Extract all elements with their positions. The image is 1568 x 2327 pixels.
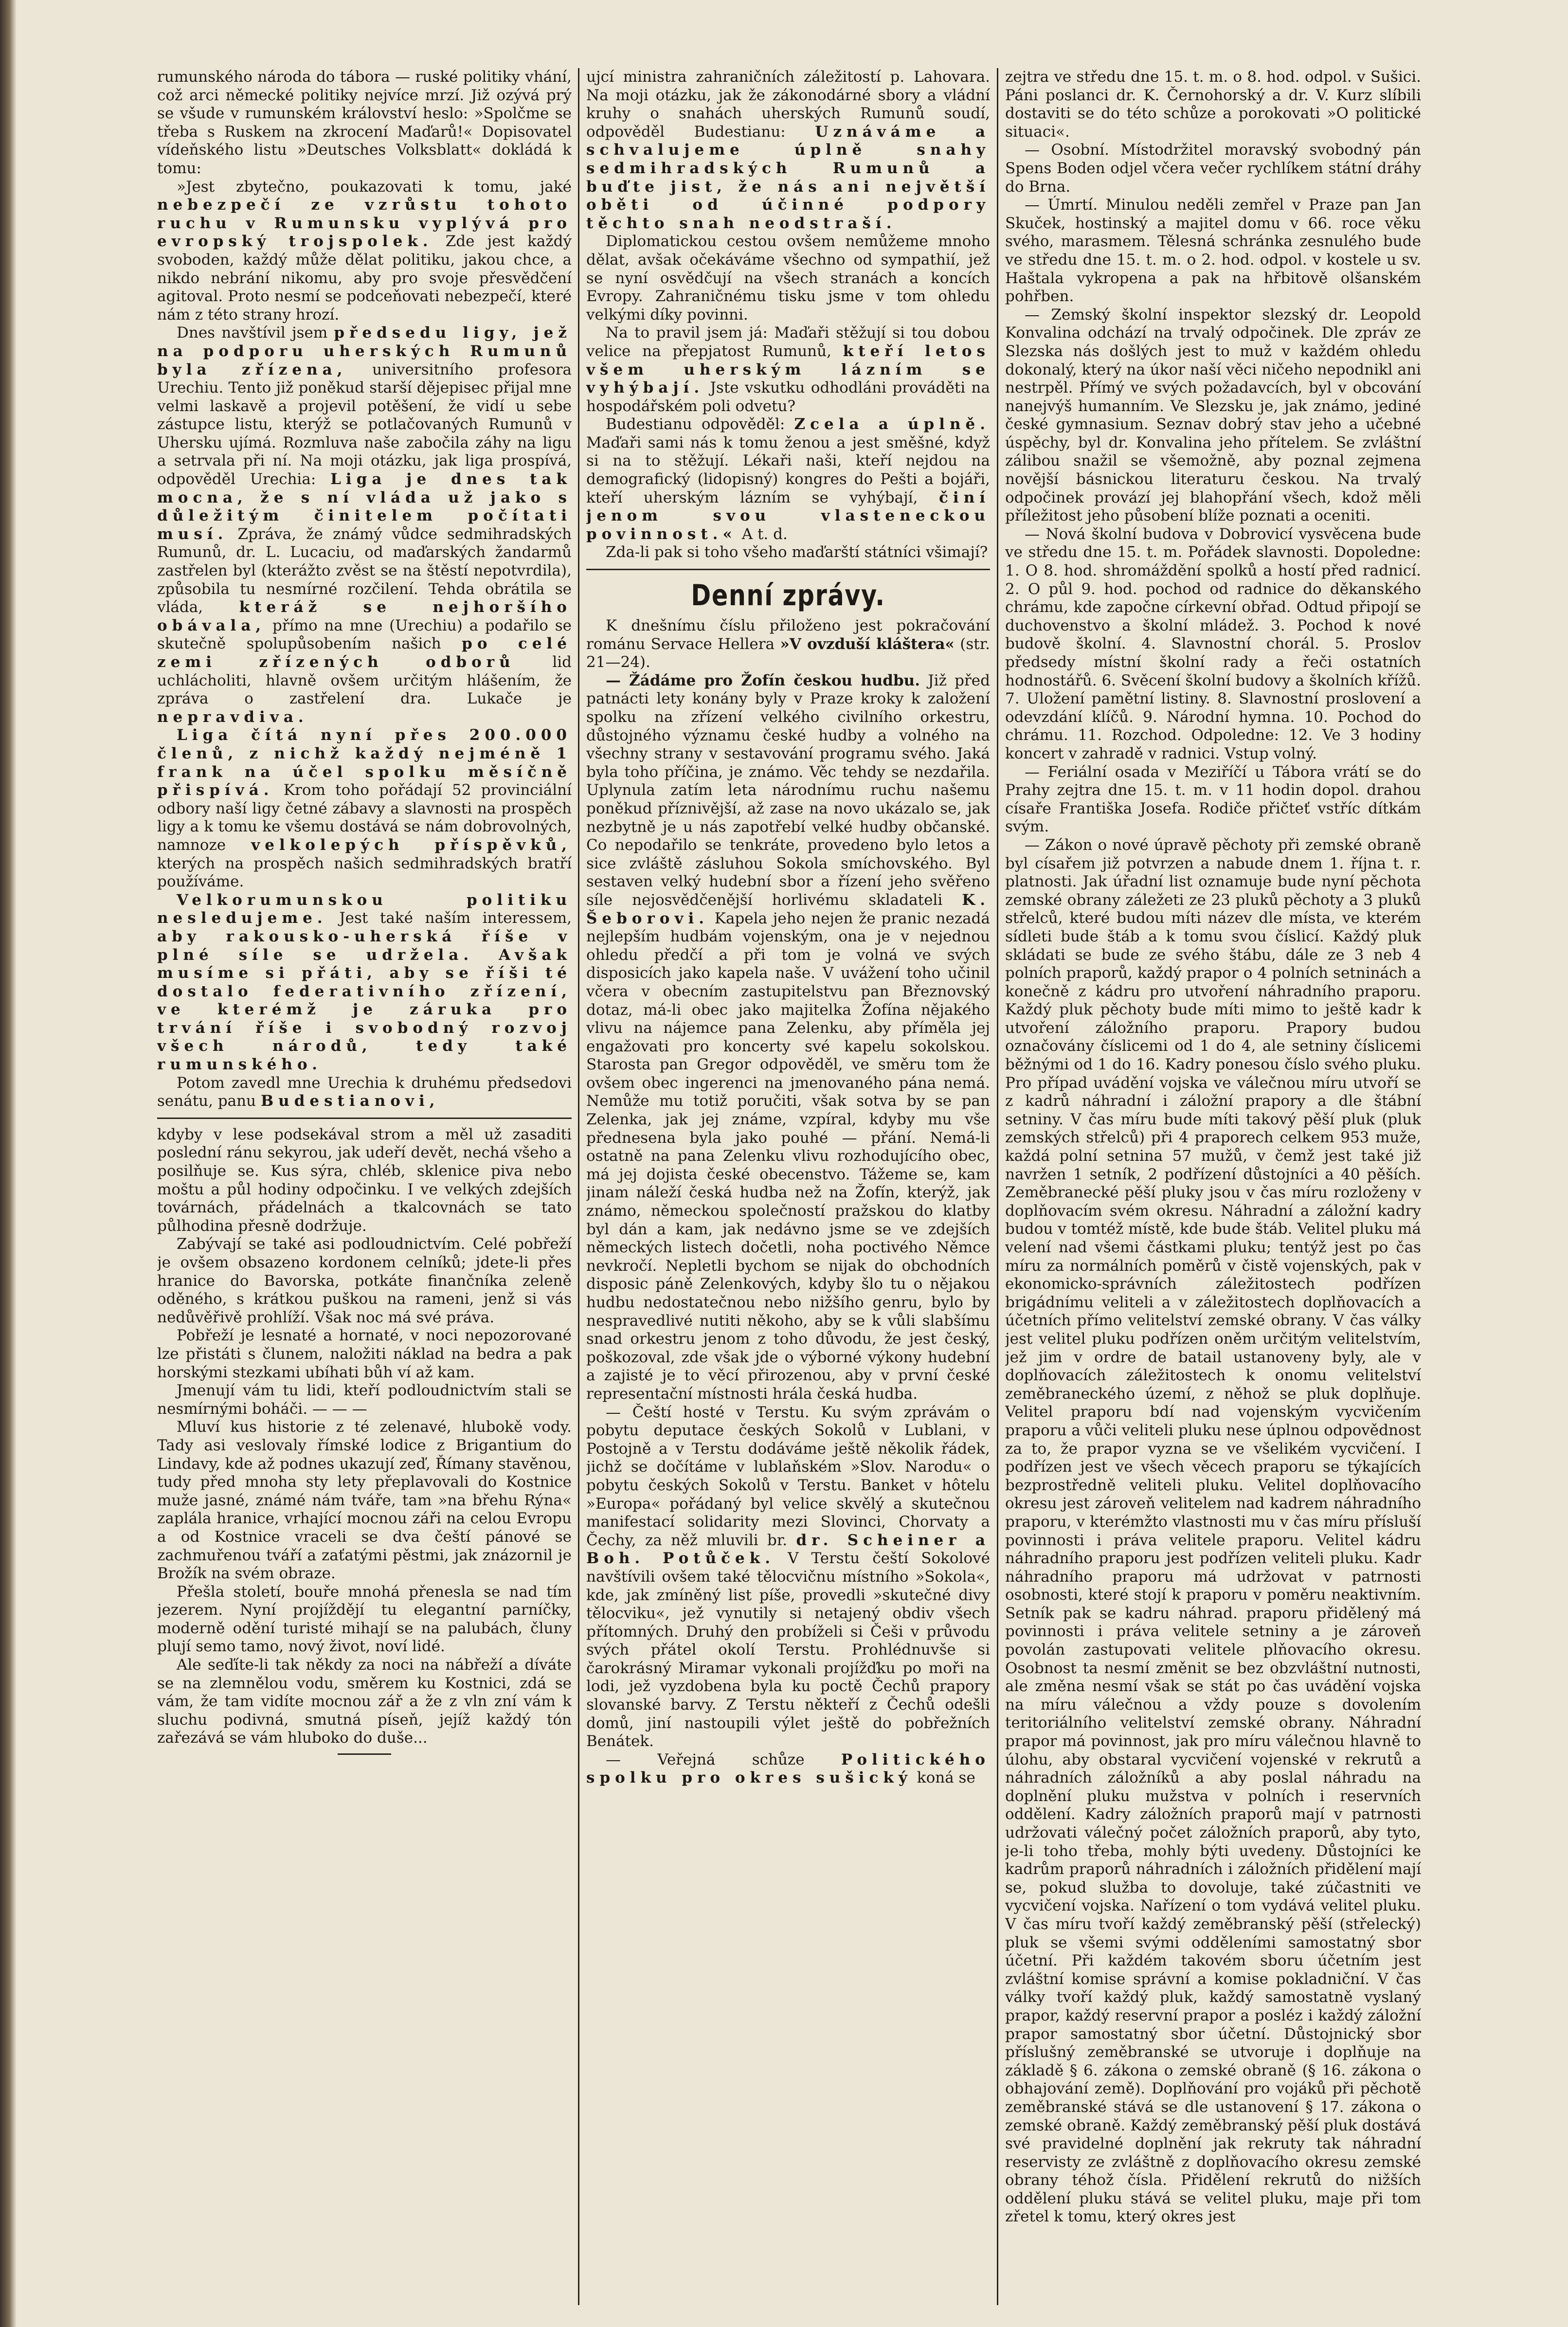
column-rule	[997, 68, 998, 2305]
text: koná se	[917, 1769, 975, 1787]
end-mark	[338, 1753, 391, 1755]
text: (str. 21—24).	[586, 635, 990, 671]
paragraph	[586, 68, 990, 233]
paragraph	[1005, 306, 1421, 525]
spaced-emphasis: Liga čítá nyní přes 200.000 členů, z nichž každý nejméně 1 frank na účel spolku měsíčně přispívá.	[157, 726, 572, 799]
paragraph	[157, 1074, 572, 1111]
text: — Čeští hosté v Terstu. Ku svým zprávám o pobytu deputace českých Sokolů v Lublani, v Postojně a v Terstu dodáváme ještě několik řádek, jichž se dočítáme v lublaňském »Slov. Narodu« o pobytu českých Sokolů v Terstu. Banket v hôtelu »Europa« pořádaný byl velice skvělý a skutečnou manifestací solidarity mezi Slovinci, Chorvaty a Čechy, za něž mluvili br.	[586, 1403, 990, 1549]
text: Na to pravil jsem já: Maďaři stěžují si tou dobou velice na přepjatost Rumunů,	[586, 324, 990, 360]
column-2	[586, 68, 990, 2305]
paragraph	[586, 617, 990, 672]
text: universitního profesora Urechiu. Tento již poněkud starší dějepisec přijal mne velmi laskavě a projevil potěšení, že vidí u sebe zástupce listu, kterýž se potlačovaných Rumunů v Uhersku ujímá. Rozmluva naše zabočila záhy na ligu a setrvala při ní. Na moji otázku, jak liga prospívá, odpověděl Urechia:	[157, 361, 572, 488]
paragraph	[157, 1235, 572, 1327]
text: — Feriální osada v Meziříčí u Tábora vrátí se do Prahy zejtra dne 15. t. m. v 11 hodin dopol. drahou císaře Františka Josefa. Rodiče přičteť vstříc dítkám svým.	[1005, 763, 1421, 836]
spaced-emphasis: kteráž se nejhoršího obávala,	[157, 598, 572, 634]
paragraph	[1005, 196, 1421, 306]
text: Kapela jeho nejen že pranic nezadá nejlepším hudbám vojenským, ona je v nejednou ohledu předčí a při tom je volná ve svých disposicích jako kapela naše. V uvážení toho učinil včera v obecním zastupitelstvu pan Březnovský dotaz, má-li obec jako majitelka Žofína nějakého vlivu na nájemce pana Zelenku, aby příměla jej engažovati pro koncerty své kapelu sokolskou. Starosta pan Gregor odpověděl, ve směru tom že ovšem obec ingerenci na jmenovaného pána nemá. Nemůže mu totiž poručiti, však sotva by se pan Zelenka, jak jej známe, vzpíral, kdyby mu vše přednesena byla jako pouhé — přání. Nemá-li ostatně na pana Zelenku vlivu rozhodujícího obec, má jej dojista české obecenstvo. Tážeme se, kam jinam náleží česká hudba než na Žofín, kterýž, jak známo, německou společností pražskou do klatby byl dán a kam, jak nedávno jsme se ve zdejších německých listech dočetli, noha poctivého Němce nevkročí. Nepletli bychom se nijak do obchodních disposic páně Zelenkových, kdyby šlo tu o nějakou hudbu nedostatečnou nebo nižšího genru, bylo by nespravedlivé nutiti někoho, aby se k vůli slabšímu snad orkestru jenom z toho důvodu, že jest český, poškozoval, zde však jde o výborné výkony hudební a zajisté je to věcí přirozenou, aby v první české representační místnosti hrála česká hudba.	[586, 909, 990, 1403]
text: — Zemský školní inspektor slezský dr. Leopold Konvalina odchází na trvalý odpočinek. Dle zpráv ze Slezska nás došlých jest to muž v každém ohledu dokonalý, který na úkor naší věci ničeho nepodnikl ani nestrpěl. Přímý ve svých požadavcích, byl v obcování nanejvýš humanním. Ve Slezsku je, jak známo, jediné české gymnasium. Seznav dobrý stav jeho a učebné úspěchy, byl dr. Konvalina jeho přítelem. Se zvláštní zálibou snažil se všemožně, aby poznal zejmena novější básnickou literaturu českou. Na trvalý odpočinek provází jej blahopřání všech, kdož měli příležitost jeho působení blíže poznati a oceniti.	[1005, 306, 1421, 525]
text: Ale seďíte-li tak někdy za noci na nábřeží a díváte se na zlemnělou vodu, směrem ku Kostnici, zdá se vám, že tam vidíte mocnou zář a že z vln zní vám k sluchu podivná, smutná píseň, jejíž každý tón zařezává se vám hluboko do duše...	[157, 1656, 572, 1747]
paragraph	[157, 1382, 572, 1418]
paragraph	[1005, 836, 1421, 2226]
news-item-heading: — Žádáme pro Žofín českou hudbu.	[606, 671, 920, 689]
spaced-emphasis: nepravdiva.	[157, 708, 308, 726]
paragraph	[157, 1126, 572, 1236]
spaced-emphasis: Politického spolku pro okres sušický	[586, 1750, 990, 1787]
text: — Nová školní budova v Dobrovicí vysvěcena bude ve středu dne 15. t. m. Pořádek slavnosti. Dopoledne: 1. O 8. hod. shromáždění spolků a hostí před radnicí. 2. O půl 9. hod. pochod od radnice do děkanského chrámu, kde započne církevní obřad. Odtud připojí se duchovenstvo a školní mládež. 3. Pochod k nové budově školní. 4. Slavnostní chorál. 5. Proslov předsedy místní školní rady a řeči ostatních hodnostářů. 6. Svěcení školní budovy a školních křížů. 7. Uložení pamětní listiny. 8. Slavnostní proslovení a odevzdání klíčů. 9. Národní hymna. 10. Pochod do chrámu. 11. Rozchod. Odpoledne: 12. Ve 3 hodiny koncert v zahradě v radnici. Vstup volný.	[1005, 525, 1421, 762]
text: Jmenují vám tu lidi, kteří podloudnictvím stali se nesmírnými boháči. — — —	[157, 1382, 572, 1418]
text: zejtra ve středu dne 15. t. m. o 8. hod. odpol. v Sušici. Páni poslanci dr. K. Černohorský a dr. V. Kurz slíbili dostaviti se do této schůze a porokovati »O politické situaci«.	[1005, 68, 1421, 141]
paragraph	[157, 1327, 572, 1382]
paragraph	[157, 68, 572, 178]
paragraph	[157, 891, 572, 1074]
text: Přešla století, bouře mnohá přenesla se nad tím jezerem. Nyní projíždějí tu elegantní parníčky, moderně odění turisté mihají se na palubách, čluny plují semo tamo, nový život, noví lidé.	[157, 1583, 572, 1656]
text: Budestianu odpověděl:	[606, 415, 785, 433]
paragraph	[1005, 68, 1421, 141]
paragraph	[586, 415, 990, 543]
spaced-emphasis: K. Šeborovi.	[586, 891, 990, 927]
text: Krom toho pořádají 52 provinciální odbory naší ligy četné zábavy a slavnosti na prospěch ligy a k tomu ke všemu dostává se nám dobrovolných, namnoze	[157, 781, 572, 854]
text: — Zákon o nové úpravě pěchoty při zemské obraně byl císařem již potvrzen a nabude dnem 1. října t. r. platnosti. Jak úřadní list oznamuje bude nyní pěchota zemské obrany záležeti ze 23 pluků pěchoty a 3 pluků střelců, které budou míti název dle místa, ve kterém sídleti bude štáb a k tomu svou číslicí. Každý pluk skládati se bude ze svého štábu, dále ze 3 neb 4 polních praporů, každý prapor o 4 polních setninách a konečně z kádru pro utvoření náhradního praporu. Každý pluk pěchoty bude míti mimo to ještě kadr k utvoření záložního praporu. Prapory budou označovány číslicemi od 1 do 4, ale setniny číslicemi běžnými od 1 do 16. Kadry ponesou číslo svého pluku. Pro případ uvádění vojska ve válečnou míru utvoří se z kadrů náhradní i záložní prapory a dle štábní setniny. V čas míru bude míti takový pěší pluk (pluk zemských střelců) při 4 praporech celkem 953 muže, každá polní setnina 57 mužů, v čemž jest také již navržen 1 setník, 2 podřízení důstojníci a 40 pěších. Zeměbranecké pěší pluky jsou v čas míru rozloženy v doplňovacím svém okresu. Náhradní a záložní kadry budou v tomtéž místě, kde bude štáb. Velitel pluku má velení nad všemi částkami pluku; tentýž jest po čas míru za normálních poměrů v čistě vojenských, pak v ekonomicko-správních záležitostech podřízen brigádnímu veliteli a v záležitostech doplňovacích a účetních přímo velitelství zemské obrany. V čas války jest velitel pluku podřízen oněm určitým velitelstvím, jež jim v ordre de batail ustanoveny byly, ale v doplňovacích záležitostech k onomu velitelství zeměbraneckého území, z něhož se pluk doplňuje. Velitel praporu bdí nad vojenským vycvičením praporu a vůči veliteli pluku nese úplnou odpovědnost za to, že prapor vyzna se ve všelikém vycvičení. I podřízen jest ve všech věcech praporu se týkajících bezprostředně veliteli pluku. Velitel doplňovacího okresu jest zároveň velitelem nad kadrem náhradního praporu, v kterémžto vlastnosti mu v čas míru přísluší povinnosti i práva velitele praporu. Velitel kádru náhradního praporu jest podřízen veliteli pluku. Kadr náhradního praporu má udržovat v patrnosti osobnosti, které stojí k praporu v poměru neaktivním. Setník pak se kadru náhrad. praporu přidělený má povinnosti i práva velitele setniny a je zároveň povolán zastupovati velitele plňovacího okresu. Osobnost ta nesmí změnit se bez obzvláštní nutnosti, ale změna nesmí však se stát po čas uvádění vojska na míru válečnou a vždy pouze s dovolením teritoriálního velitelství zemské obrany. Náhradní prapor má povinnost, jak pro míru válečnou hlavně to úlohu, aby obstaral vycvičení vojenské v rekrutů a náhradních záložníků a aby poslal náhradu na doplnění pluku mužstva v polních i reservních oddělení. Kadry záložních praporů mají v patrnosti udržovati válečný počet záložních praporů, aby tyto, je-li toho třeba, mohly býti uvedeny. Důstojníci ke kadrům praporů náhradních i záložních přidělení mají se, pokud služba to dovoluje, také zúčastniti ve vycvičení vojska. Nařízení o tom vydává velitel pluku. V čas míru tvoří každý zeměbranský pěší (střelecký) pluk se všemi svými odděleními samostatný sbor účetní. Při každém takovém sboru účetním jest zvláštní komise správní a komise pokladniční. V čas války tvoří každý pluk, každý samostatně vyslaný prapor, každý reservní prapor a posléz i každý záložní prapor samostatný sbor účetní. Důstojnický sbor příslušný zeměbranské se utvoruje i doplňuje na základě § 6. zákona o zemské obraně (§ 16. zákona o obhajování země). Doplňování pro vojáků při pěchotě zeměbranské stává se dle ustanovení § 17. zákona o zemské obraně. Každý zeměbranský pěší pluk dostává své pravidelné doplnění jak rekruty tak náhradní reservisty ze zvláštně z doplňovacího okresu zemské obrany téhož čísla. Přidělení rekrutů do nižších oddělení pluku stává se velitel pluku, maje při tom zřetel k tomu, který okres jest	[1005, 836, 1421, 2226]
text: Zpráva, že známý vůdce sedmihradských Rumunů, dr. L. Lucaciu, od maďarských žandarmů zastřelen byl (kterážto zvěst se na štěstí nepotvrdila), způsobila tu nesmírné rozčilení. Tehda obrátila se vláda,	[157, 525, 572, 616]
paragraph	[586, 672, 990, 1404]
spaced-emphasis: Zcela a úplně.	[794, 415, 990, 433]
column-rule	[578, 68, 579, 2305]
section-divider	[586, 569, 990, 570]
text: Mluví kus historie z té zelenavé, hlubokě vody. Tady asi veslovaly římské lodice z Brigantium do Lindavy, kde až podnes ukazují zeď, Římany stavěnou, tudy před mnoha sty lety přeplavovali do Kostnice muže jasné, známé nám tváře, tam »na břehu Rýna« zaplála hranice, vrhající mocnou záři na celou Evropu a od Kostnice vraceli se dva čeští pánové se zachmuřenou tváří a zaťatými pěstmi, jak znázornil je Brožík na svém obraze.	[157, 1418, 572, 1583]
paragraph	[157, 178, 572, 325]
paragraph	[586, 324, 990, 415]
text: ujcí ministra zahraničních záležitostí p. Lahovara. Na moji otázku, jak že zákonodárné sbory a vládní kruhy o snahách uherských Rumunů soudí, odpověděl Budestianu:	[586, 68, 990, 141]
section-divider	[157, 1118, 572, 1119]
text: Jest také naším interessem,	[339, 909, 572, 927]
paragraph	[1005, 525, 1421, 763]
text: »Jest zbytečno, poukazovati k tomu, jaké	[177, 178, 572, 196]
paragraph	[586, 1751, 990, 1787]
text: rumunského národa do tábora — ruské politiky vhání, což arci německé politiky nejvíce mrzí. Již ozývá prý se všude v rumunském království heslo: »Spolčme se třeba s Ruskem na zkrocení Maďarů!« Dopisovatel vídeňského listu »Deutsches Volksblatt« dokládá k tomu:	[157, 68, 572, 177]
text: Dnes navštívil jsem	[177, 324, 328, 342]
text: Již před patnácti lety konány byly v Praze kroky k založení spolku na zřízení velkého civilního orkestru, důstojného významu české hudby a volného na všechny strany v sestavování programu svého. Jaká byla toho příčina, je známo. Věc tehdy se nezdařila. Uplynula zatím leta národnímu ruchu našemu poněkud příznivější, až zase na novo ukázalo se, jak nezbytně je u nás zapotřebí velké hudby občanské. Co nepodařilo se tenkráte, provedeno bylo letos a sice zvláště zásluhou Sokola smíchovského. Byl sestaven velký hudební sbor a řízení jeho svěřeno síle nejosvědčenější horlivému skladateli	[586, 671, 990, 909]
column-1	[157, 68, 572, 2305]
text: Zde jest každý svoboden, každý může dělat politiku, jakou chce, a nikdo nebrání nikomu, aby pro svoje přesvědčení agitoval. Proto nesmí se podceňovati nebezpečí, které nám z této strany hrozí.	[157, 233, 572, 324]
paragraph	[157, 1418, 572, 1583]
text: Pobřeží je lesnaté a hornaté, v noci nepozorované lze přistáti s člunem, naložiti náklad na bedra a pak horskými stezkami ubíhati bůh ví až kam.	[157, 1327, 572, 1381]
paragraph	[157, 1656, 572, 1748]
section-heading: Denní zprávy.	[691, 578, 885, 613]
spaced-emphasis: nebezpečí ze vzrůstu tohoto ruchu v Rumunsku vyplývá pro evropský trojspolek.	[157, 196, 572, 251]
spaced-emphasis: činí jenom svou vlasteneckou povinnost.«	[586, 488, 990, 543]
paragraph	[157, 1583, 572, 1656]
text: kdyby v lese podsekával strom a měl už zasaditi poslední ránu sekyrou, jak udeří devět, nechá všeho a posilňuje se. Kus sýra, chléb, sklenice piva nebo moštu a půl hodiny odpočinku. I ve velkých zdejších továrnách, přádelnách a tkalcovnách se tato půlhodina přesně dodržuje.	[157, 1125, 572, 1235]
spaced-emphasis: velkolepých příspěvků,	[251, 836, 572, 854]
paragraph	[157, 324, 572, 726]
text: Maďaři sami nás k tomu ženou a jest směšné, když si na to stěžují. Lékaři naši, kteří nejdou na demografický (lidopisný) kongres do Pešti a bojáři, kteří uherským lázním se vyhýbají,	[586, 433, 990, 506]
text: — Veřejná schůze	[606, 1750, 805, 1768]
text: A t. d.	[741, 525, 788, 543]
text: Potom zavedl mne Urechia k druhému předsedovi senátu, panu	[157, 1074, 572, 1110]
text: Zabývají se také asi podloudnictvím. Celé pobřeží je ovšem obsazeno kordonem celníků; jdete-li přes hranice do Bavorska, potkáte finančníka zeleně oděného, s krátkou puškou na rameni, jenž si vás nedůvěřivě prohlíží. Však noc má své práva.	[157, 1235, 572, 1326]
spaced-emphasis: Liga je dnes tak mocna, že s ní vláda už jako s důležitým činitelem počítati musí.	[157, 470, 572, 543]
spaced-emphasis: předsedu ligy, jež na podporu uherských Rumunů byla zřízena,	[157, 324, 572, 379]
paragraph	[1005, 141, 1421, 196]
page-binding-edge	[0, 0, 17, 2327]
text: kterých na prospěch našich sedmihradských bratří používáme.	[157, 854, 572, 891]
spaced-emphasis: dr. Scheiner a Boh. Potůček.	[586, 1531, 990, 1568]
paragraph	[157, 726, 572, 891]
spaced-emphasis: Uznáváme a schvalujeme úplně snahy sedmihradských Rumunů a buďte jist, že nás ani největší oběti od účinné podpory těchto snah neodstraší.	[586, 123, 990, 232]
spaced-emphasis: po celé zemi zřízených odborů	[157, 635, 572, 671]
spaced-emphasis: Velkorumunskou politiku nesledujeme.	[157, 891, 572, 927]
paragraph	[586, 1404, 990, 1751]
text: Diplomatickou cestou ovšem nemůžeme mnoho dělat, avšak očekáváme všechno od sympathií, jež se nyní osvědčují na všech stranách a koncích Evropy. Zahraničnému tisku jsme v tom ohledu velkými díky povinni.	[586, 233, 990, 324]
paragraph	[586, 543, 990, 562]
text: — Úmrtí. Minulou neděli zemřel v Praze pan Jan Skuček, hostinský a majitel domu v 66. roce věku svého, marasmem. Tělesná schránka zesnulého bude ve středu dne 15. t. m. o 2. hod. odpol. v kostele u sv. Haštala vykropena a pak na hřbitově olšanském pohřben.	[1005, 196, 1421, 306]
spaced-emphasis: kteří letos všem uherským lázním se vyhýbají.	[586, 342, 990, 397]
spaced-emphasis: Budestianovi,	[260, 1092, 440, 1110]
text: K dnešnímu číslu přiloženo jest pokračování románu Servace Hellera	[586, 617, 990, 653]
text: přímo na mne (Urechiu) a podařilo se skutečně spolupůsobením našich	[157, 616, 572, 653]
text: Zda-li pak si toho všeho maďarští státníci všimají?	[606, 543, 988, 561]
text: lid uchlácholiti, hlavně ovšem určitým hlášením, že zpráva o zastřelení dra. Lukače je	[157, 653, 572, 708]
bold-title: »V ovzduší kláštera«	[780, 635, 955, 653]
paragraph	[1005, 763, 1421, 836]
paragraph	[586, 233, 990, 324]
spaced-emphasis: aby rakousko-uherská říše v plné síle se udržela. Avšak musíme si přáti, aby se říši té dostalo federativního zřízení, ve kterémž je záruka pro trvání říše i svobodný rozvoj všech národů, tedy také rumunského.	[157, 927, 572, 1074]
text: Jste vskutku odhodláni prováděti na hospodářském poli odvetu?	[586, 379, 990, 415]
text: — Osobní. Místodržitel moravský svobodný pán Spens Boden odjel včera večer rychlíkem státní dráhy do Brna.	[1005, 141, 1421, 196]
column-3	[1005, 68, 1421, 2305]
text: V Terstu čeští Sokolové navštívili ovšem také tělocvičnu místního »Sokola«, kde, jak zmíněný list píše, provedli »skutečné divy tělocviku«, jež vynutily si netajený obdiv všech přítomných. Druhý den probíželi si Češi v průvodu svých přátel okolí Terstu. Prohlédnuvše si čarokrásný Miramar vykonali projížďku po moři na lodi, jež vyzdobena byla ku poctě Čechů prapory slovanské barvy. Z Terstu někteří z Čechů odešli domů, jiní nastoupili výlet ještě do pobřežních Benátek.	[586, 1550, 990, 1750]
